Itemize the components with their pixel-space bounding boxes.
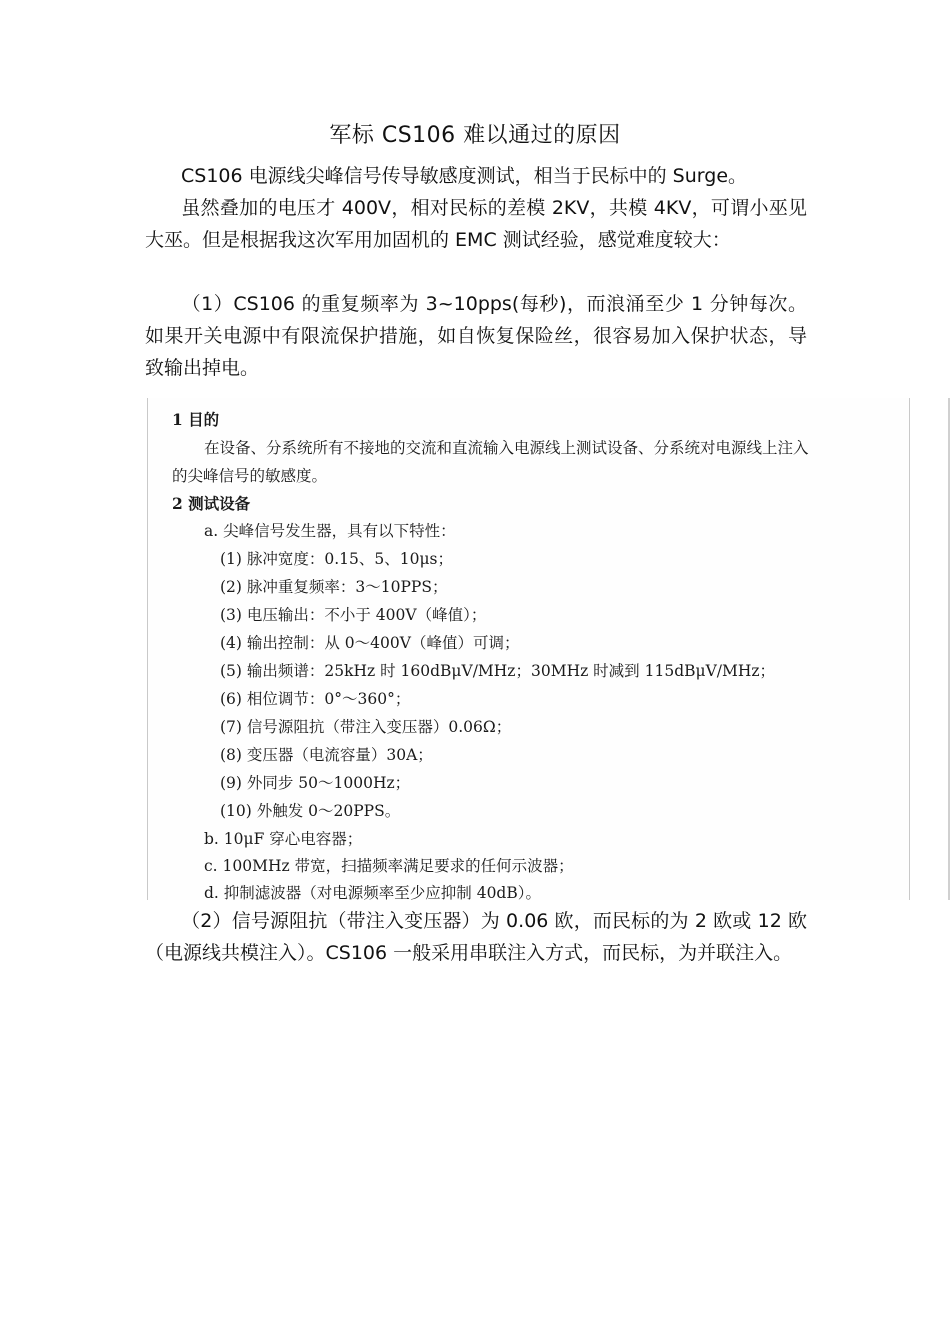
scan-spec-3: (3) 电压输出：不小于 400V（峰值）；: [220, 606, 487, 624]
scan-spec-9: (9) 外同步 50～1000Hz；: [220, 774, 411, 792]
scanned-standard-excerpt: [147, 398, 910, 900]
paragraph-point-1: [145, 288, 807, 384]
scan-spec-5: (5) 输出频谱：25kHz 时 160dBμV/MHz；30MHz 时减到 115dBμV/MHz；: [220, 662, 776, 680]
paragraph-point-2: [145, 905, 807, 969]
scan-spec-1: (1) 脉冲宽度：0.15、5、10μs；: [220, 550, 454, 568]
scan-spec-10: (10) 外触发 0～20PPS。: [220, 802, 401, 820]
paragraph-difficulty-text: 虽然叠加的电压才 400V，相对民标的差模 2KV，共模 4KV，可谓小巫见大巫。但是根据我这次军用加固机的 EMC 测试经验，感觉难度较大：: [145, 197, 807, 251]
scan-purpose-line-1: 在设备、分系统所有不接地的交流和直流输入电源线上测试设备、分系统对电源线上注入: [204, 439, 809, 457]
paragraph-intro: [145, 160, 807, 192]
paragraph-difficulty: [145, 192, 807, 256]
paragraph-intro-text: CS106 电源线尖峰信号传导敏感度测试，相当于民标中的 Surge。: [181, 165, 748, 187]
scan-spec-6: (6) 相位调节：0°～360°；: [220, 690, 411, 708]
paragraph-point-1-text: （1）CS106 的重复频率为 3~10pps(每秒)，而浪涌至少 1 分钟每次。如果开关电源中有限流保护措施，如自恢复保险丝，很容易加入保护状态，导致输出掉电。: [145, 293, 807, 379]
scan-spec-4: (4) 输出控制：从 0～400V（峰值）可调；: [220, 634, 520, 652]
paragraph-point-2-text: （2）信号源阻抗（带注入变压器）为 0.06 欧，而民标的为 2 欧或 12 欧（电源线共模注入）。CS106 一般采用串联注入方式，而民标，为并联注入。: [145, 910, 807, 964]
scan-item-c: c. 100MHz 带宽，扫描频率满足要求的任何示波器；: [204, 857, 574, 875]
scan-spec-8: (8) 变压器（电流容量）30A；: [220, 746, 433, 764]
scan-spec-7: (7) 信号源阻抗（带注入变压器）0.06Ω；: [220, 718, 512, 736]
scan-spec-2: (2) 脉冲重复频率：3～10PPS；: [220, 578, 448, 596]
scan-item-b: b. 10μF 穿心电容器；: [204, 830, 363, 848]
scan-purpose-line-2: 的尖峰信号的敏感度。: [172, 467, 328, 485]
scan-heading-equipment: 2 测试设备: [172, 494, 251, 513]
scan-heading-purpose: 1 目的: [172, 410, 220, 429]
scan-item-d: d. 抑制滤波器（对电源频率至少应抑制 40dB）。: [204, 884, 541, 900]
document-title: 军标 CS106 难以通过的原因: [329, 123, 621, 148]
scan-item-a: a. 尖峰信号发生器，具有以下特性：: [204, 522, 456, 540]
